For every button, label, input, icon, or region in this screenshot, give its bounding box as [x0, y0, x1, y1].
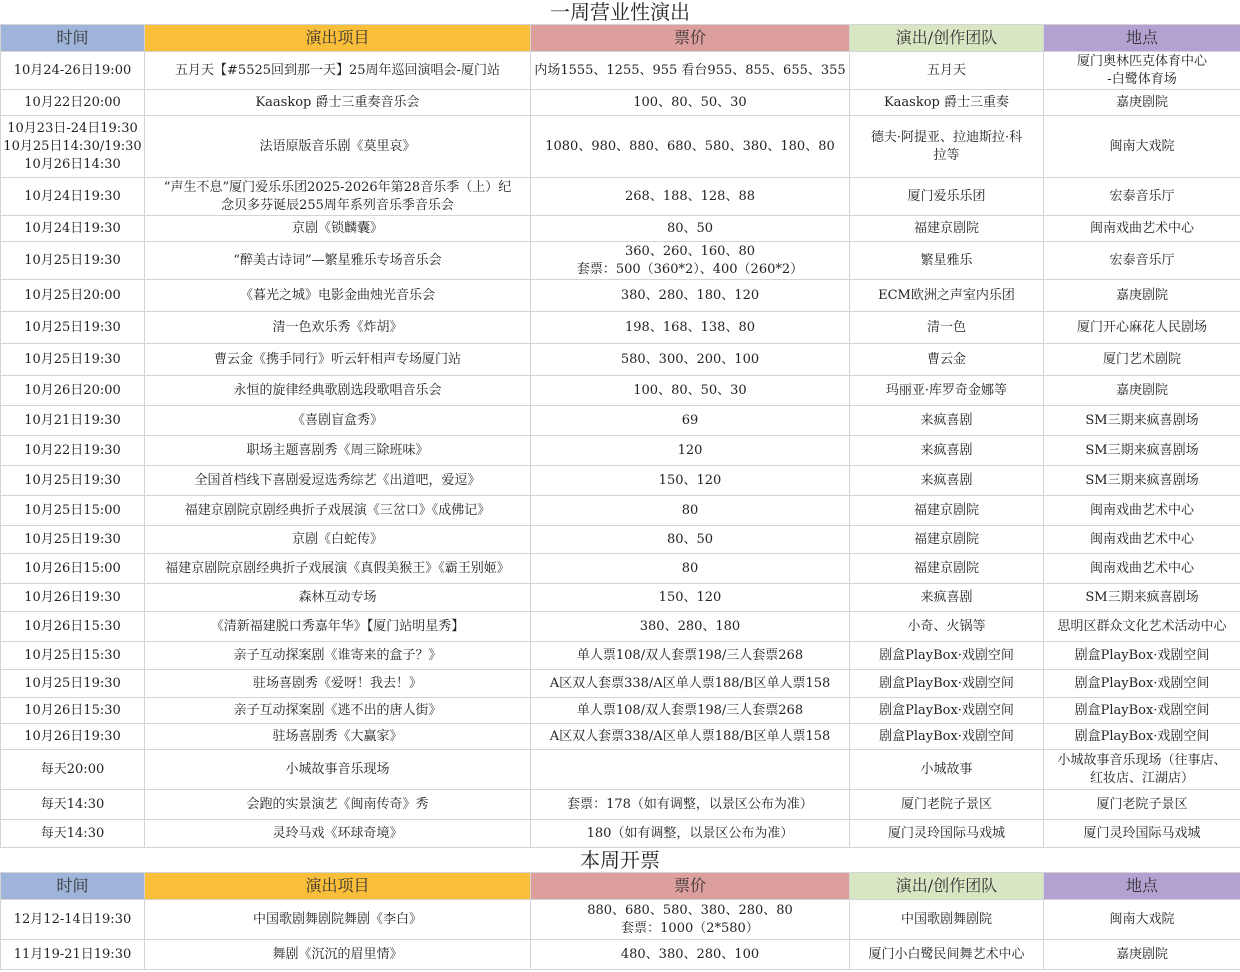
program-cell: “醉美古诗词”—繁星雅乐专场音乐会	[233, 252, 442, 268]
table-row	[1, 940, 1240, 970]
table-row	[1, 178, 1240, 216]
troupe-cell: 玛丽亚·库罗奇金娜等	[885, 382, 1008, 398]
troupe-cell: 剧盒PlayBox·戏剧空间	[879, 702, 1014, 718]
program-cell: 职场主题喜剧秀《周三除班味》	[246, 442, 429, 458]
time-cell: 10月26日19:30	[24, 589, 121, 605]
price-cell: 100、80、50、30	[633, 382, 747, 398]
header-time: 时间	[1, 873, 145, 900]
time-cell: 10月25日15:30	[24, 647, 121, 663]
venue-cell: 厦门艺术剧院	[1102, 351, 1181, 367]
time-cell: 10月25日19:30	[24, 252, 121, 268]
price-cell: 180（如有调整，以景区公布为准）	[586, 825, 794, 841]
table-row	[1, 642, 1240, 670]
venue-cell: 嘉庚剧院	[1115, 94, 1168, 110]
price-cell: 69	[681, 412, 699, 428]
price-cell: 580、300、200、100	[620, 351, 760, 367]
troupe-cell: ECM欧洲之声室内乐团	[878, 287, 1015, 303]
time-cell: 10月24日19:30	[24, 188, 121, 204]
table-row	[1, 312, 1240, 344]
price-cell: A区双人套票338/A区单人票188/B区单人票158	[549, 728, 831, 744]
price-cell: 150、120	[658, 589, 722, 605]
troupe-cell: 繁星雅乐	[920, 252, 973, 268]
table-row	[1, 116, 1240, 178]
time-cell: 10月25日19:30	[24, 531, 121, 547]
venue-cell: 厦门灵玲国际马戏城	[1083, 825, 1201, 841]
time-cell: 10月26日15:00	[24, 560, 121, 576]
price-cell: 880、680、580、380、280、80 套票：1000（2*580）	[587, 902, 793, 936]
program-cell: 《喜剧盲盒秀》	[291, 412, 383, 428]
venue-cell: 闽南戏曲艺术中心	[1089, 220, 1194, 236]
time-cell: 10月25日19:30	[24, 351, 121, 367]
time-cell: 10月25日20:00	[24, 287, 121, 303]
program-cell: 五月天【#5525回到那一天】25周年巡回演唱会-厦门站	[175, 62, 500, 78]
price-cell: 268、188、128、88	[625, 188, 755, 204]
time-cell: 10月26日19:30	[24, 728, 121, 744]
venue-cell: 闽南戏曲艺术中心	[1089, 502, 1194, 518]
troupe-cell: 德夫·阿提亚、拉迪斯拉·科 拉等	[870, 129, 1023, 163]
troupe-cell: 福建京剧院	[913, 531, 979, 547]
program-cell: “声生不息”厦门爱乐乐团2025-2026年第28音乐季（上）纪 念贝多芬诞辰255周年系列音乐季音乐会	[163, 179, 512, 213]
program-cell: 亲子互动探案剧《逃不出的唐人街》	[233, 702, 442, 718]
table-row	[1, 724, 1240, 750]
table-row	[1, 526, 1240, 554]
program-cell: 中国歌剧舞剧院舞剧《李白》	[252, 911, 422, 927]
table-row	[1, 554, 1240, 584]
header-venue: 地点	[1044, 873, 1240, 900]
venue-cell: 剧盒PlayBox·戏剧空间	[1074, 675, 1210, 691]
time-cell: 10月26日15:30	[24, 702, 121, 718]
troupe-cell: 福建京剧院	[913, 560, 979, 576]
venue-cell: SM三期来疯喜剧场	[1085, 589, 1199, 605]
price-cell: 380、280、180、120	[620, 287, 760, 303]
price-cell: 360、260、160、80 套票：500（360*2）、400（260*2）	[576, 243, 804, 277]
venue-cell: 剧盒PlayBox·戏剧空间	[1074, 702, 1210, 718]
time-cell: 每天20:00	[40, 761, 105, 777]
program-cell: 小城故事音乐现场	[285, 761, 390, 777]
venue-cell: 闽南大戏院	[1109, 138, 1175, 154]
troupe-cell: 曹云金	[926, 351, 966, 367]
program-cell: Kaaskop 爵士三重奏音乐会	[255, 94, 420, 110]
time-cell: 10月25日15:00	[24, 502, 121, 518]
troupe-cell: 剧盒PlayBox·戏剧空间	[879, 647, 1014, 663]
troupe-cell: 来疯喜剧	[920, 472, 973, 488]
table-row	[1, 670, 1240, 698]
troupe-cell: 小奇、火锅等	[907, 618, 986, 634]
program-cell: 驻场喜剧秀《爱呀！我去！》	[252, 675, 422, 691]
troupe-cell: 剧盒PlayBox·戏剧空间	[879, 728, 1014, 744]
ticket-opening-table	[0, 872, 1240, 970]
troupe-cell: 来疯喜剧	[920, 412, 973, 428]
venue-cell: SM三期来疯喜剧场	[1085, 442, 1199, 458]
troupe-cell: Kaaskop 爵士三重奏	[883, 94, 1010, 110]
table-row	[1, 242, 1240, 280]
time-cell: 10月25日19:30	[24, 472, 121, 488]
troupe-cell: 中国歌剧舞剧院	[900, 911, 992, 927]
program-cell: 法语原版音乐剧《莫里哀》	[259, 138, 416, 154]
time-cell: 每天14:30	[40, 796, 105, 812]
troupe-cell: 厦门小白鹭民间舞艺术中心	[868, 946, 1025, 962]
troupe-cell: 五月天	[926, 62, 966, 78]
venue-cell: 闽南戏曲艺术中心	[1089, 560, 1194, 576]
price-cell: 150、120	[658, 472, 722, 488]
program-cell: 京剧《锁麟囊》	[291, 220, 383, 236]
venue-cell: 闽南大戏院	[1109, 911, 1175, 927]
table-row	[1, 790, 1240, 820]
price-cell: 100、80、50、30	[633, 94, 747, 110]
header-troupe: 演出/创作团队	[850, 873, 1044, 900]
troupe-cell: 剧盒PlayBox·戏剧空间	[879, 675, 1014, 691]
venue-cell: 嘉庚剧院	[1115, 382, 1168, 398]
venue-cell: 宏泰音乐厅	[1109, 188, 1175, 204]
header-program: 演出项目	[145, 25, 531, 52]
header-troupe: 演出/创作团队	[850, 25, 1044, 52]
time-cell: 10月21日19:30	[24, 412, 121, 428]
table-row	[1, 436, 1240, 466]
header-program: 演出项目	[145, 873, 531, 900]
venue-cell: 厦门奥林匹克体育中心 -白鹭体育场	[1076, 53, 1207, 87]
price-cell: 1080、980、880、680、580、380、180、80	[545, 138, 835, 154]
program-cell: 福建京剧院京剧经典折子戏展演《三岔口》《成佛记》	[184, 502, 491, 518]
venue-cell: 宏泰音乐厅	[1109, 252, 1175, 268]
table-row	[1, 820, 1240, 848]
price-cell: 80	[681, 502, 699, 518]
price-cell: 80、50	[666, 531, 714, 547]
program-cell: 《暮光之城》电影金曲烛光音乐会	[239, 287, 435, 303]
table-row	[1, 900, 1240, 940]
section1-title: 一周营业性演出	[550, 0, 690, 24]
weekly-performances-table	[0, 24, 1240, 848]
program-cell: 会跑的实景演艺《闽南传奇》秀	[246, 796, 429, 812]
venue-cell: 剧盒PlayBox·戏剧空间	[1074, 647, 1210, 663]
venue-cell: SM三期来疯喜剧场	[1085, 472, 1199, 488]
table-row	[1, 216, 1240, 242]
program-cell: 曹云金《携手同行》听云轩相声专场厦门站	[213, 351, 461, 367]
time-cell: 10月25日19:30	[24, 319, 121, 335]
table-row	[1, 52, 1240, 90]
venue-cell: 剧盒PlayBox·戏剧空间	[1074, 728, 1210, 744]
section2-title: 本周开票	[580, 848, 660, 872]
program-cell: 永恒的旋律经典歌剧选段歌唱音乐会	[233, 382, 442, 398]
program-cell: 舞剧《沉沉的眉里情》	[272, 946, 403, 962]
program-cell: 亲子互动探案剧《谁寄来的盒子？》	[233, 647, 442, 663]
price-cell: 198、168、138、80	[625, 319, 755, 335]
time-cell: 10月25日19:30	[24, 675, 121, 691]
price-cell: A区双人套票338/A区单人票188/B区单人票158	[549, 675, 831, 691]
price-cell: 内场1555、1255、955 看台955、855、655、355	[534, 62, 846, 78]
time-cell: 10月22日20:00	[24, 94, 121, 110]
time-cell: 10月26日15:30	[24, 618, 121, 634]
troupe-cell: 来疯喜剧	[920, 589, 973, 605]
venue-cell: 嘉庚剧院	[1115, 287, 1168, 303]
venue-cell: SM三期来疯喜剧场	[1085, 412, 1199, 428]
venue-cell: 嘉庚剧院	[1115, 946, 1168, 962]
troupe-cell: 来疯喜剧	[920, 442, 973, 458]
venue-cell: 思明区群众文化艺术活动中心	[1057, 618, 1227, 634]
table-row	[1, 584, 1240, 612]
venue-cell: 厦门老院子景区	[1096, 796, 1188, 812]
program-cell: 福建京剧院京剧经典折子戏展演《真假美猴王》《霸王别姬》	[165, 560, 510, 576]
table-row	[1, 90, 1240, 116]
program-cell: 森林互动专场	[298, 589, 377, 605]
header-venue: 地点	[1044, 25, 1240, 52]
time-cell: 10月24日19:30	[24, 220, 121, 236]
table-row	[1, 466, 1240, 496]
price-cell: 单人票108/双人套票198/三人套票268	[576, 647, 804, 663]
header-time: 时间	[1, 25, 145, 52]
program-cell: 《清新福建脱口秀嘉年华》【厦门站明星秀】	[210, 618, 465, 634]
venue-cell: 厦门开心麻花人民剧场	[1076, 319, 1207, 335]
program-cell: 灵玲马戏《环球奇境》	[272, 825, 403, 841]
time-cell: 10月22日19:30	[24, 442, 121, 458]
table-row	[1, 376, 1240, 406]
table-row	[1, 406, 1240, 436]
table-row	[1, 698, 1240, 724]
troupe-cell: 清一色	[926, 319, 966, 335]
troupe-cell: 福建京剧院	[913, 220, 979, 236]
program-cell: 京剧《白蛇传》	[291, 531, 383, 547]
table-row	[1, 280, 1240, 312]
program-cell: 清一色欢乐秀《炸胡》	[272, 319, 403, 335]
time-cell: 10月24-26日19:00	[13, 62, 132, 78]
time-cell: 11月19-21日19:30	[13, 946, 132, 962]
venue-cell: 闽南戏曲艺术中心	[1089, 531, 1194, 547]
table-row	[1, 612, 1240, 642]
price-cell: 80	[681, 560, 699, 576]
program-cell: 全国首档线下喜剧爱逗选秀综艺《出道吧，爱逗》	[194, 472, 481, 488]
time-cell: 12月12-14日19:30	[13, 911, 132, 927]
troupe-cell: 福建京剧院	[913, 502, 979, 518]
time-cell: 10月26日20:00	[24, 382, 121, 398]
troupe-cell: 小城故事	[920, 761, 973, 777]
header-price: 票价	[531, 873, 850, 900]
venue-cell: 小城故事音乐现场（往事店、 红妆店、江湖店）	[1057, 752, 1227, 786]
price-cell: 380、280、180	[639, 618, 741, 634]
price-cell: 单人票108/双人套票198/三人套票268	[576, 702, 804, 718]
time-cell: 每天14:30	[40, 825, 105, 841]
header-price: 票价	[531, 25, 850, 52]
table-row	[1, 496, 1240, 526]
troupe-cell: 厦门爱乐乐团	[907, 188, 986, 204]
time-cell: 10月23日-24日19:30 10月25日14:30/19:30 10月26日14:30	[3, 120, 142, 172]
table-row	[1, 344, 1240, 376]
price-cell: 套票：178（如有调整，以景区公布为准）	[567, 796, 813, 812]
program-cell: 驻场喜剧秀《大赢家》	[272, 728, 403, 744]
price-cell: 120	[677, 442, 703, 458]
troupe-cell: 厦门老院子景区	[900, 796, 992, 812]
price-cell: 480、380、280、100	[620, 946, 760, 962]
troupe-cell: 厦门灵玲国际马戏城	[887, 825, 1005, 841]
table-row	[1, 750, 1240, 790]
price-cell: 80、50	[666, 220, 714, 236]
